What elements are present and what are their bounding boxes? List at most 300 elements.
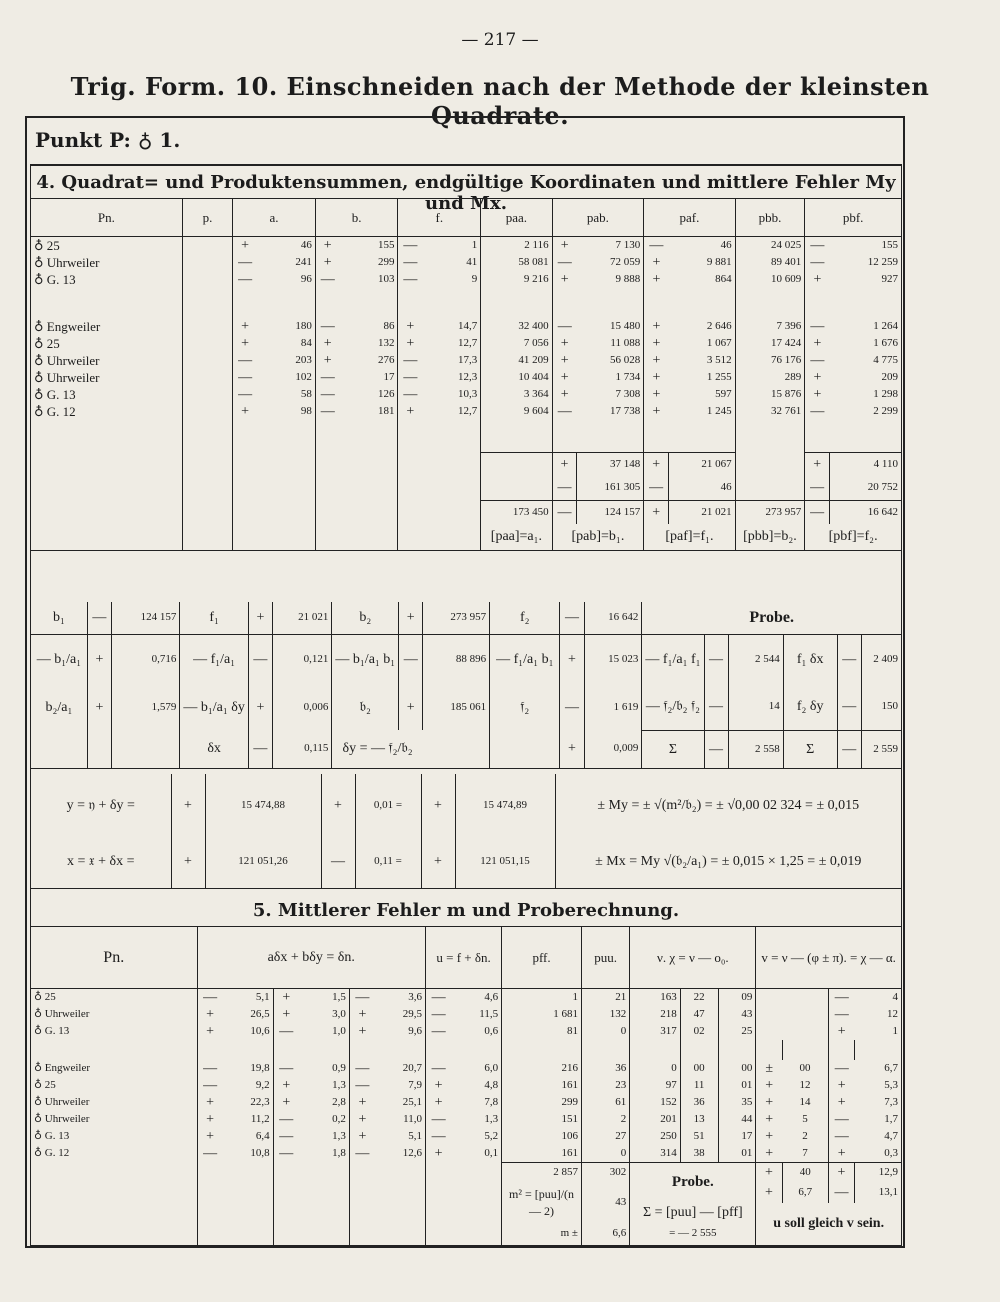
b1-value: 124 157	[111, 602, 179, 634]
label-paa: [paa]=a₁.	[481, 524, 552, 550]
my-formula: ± My = ± √(m²/𝔟₂) = ± √0,00 02 324 = ± 0,015	[597, 797, 860, 813]
subtotal-pbf-sign: —	[805, 476, 830, 500]
u-sign: —	[431, 1007, 446, 1022]
subtotal-paf-sign: —	[644, 476, 669, 500]
header-paa: paa.	[481, 199, 552, 237]
p1b-sign: —	[837, 634, 861, 684]
f-sign: +	[406, 319, 415, 334]
pab-value: 56 028	[577, 352, 644, 369]
v-sign: +	[837, 1095, 846, 1110]
v-sign: +	[837, 1078, 846, 1093]
f-value: 1	[422, 237, 480, 255]
dy-term-sign: —	[279, 1024, 294, 1039]
dx-term: 22,3	[223, 1094, 273, 1111]
pbf-sign: —	[810, 238, 825, 253]
m2-label: m² = [puu]/(n — 2)	[502, 1183, 582, 1223]
v-angle: 7	[782, 1145, 828, 1163]
table-row	[31, 1111, 901, 1128]
chi-degrees: 218	[630, 1006, 680, 1023]
paa-value: 41 209	[481, 352, 552, 369]
p2b-sign: —	[837, 684, 861, 730]
y-result: 15 474,89	[455, 774, 555, 836]
pbf-value: 927	[881, 273, 898, 285]
puu-value: 36	[581, 1060, 629, 1077]
table-row	[31, 335, 901, 352]
a-value: 96	[257, 271, 315, 288]
x-result: 121 051,15	[455, 836, 555, 888]
pbb-value: 24 025	[735, 237, 805, 255]
v-angle-sign: +	[765, 1095, 774, 1110]
table-row	[31, 1023, 901, 1040]
table-row	[31, 254, 901, 271]
chi-degrees: 97	[630, 1077, 680, 1094]
v-value: 12	[887, 1008, 898, 1020]
a-sign: —	[238, 370, 253, 385]
table-row	[31, 1077, 901, 1094]
puu-value: 23	[581, 1077, 629, 1094]
p1b-label: f₁ δx	[796, 651, 824, 667]
pab-sign: +	[560, 353, 569, 368]
subtotal-pab: 37 148	[577, 452, 644, 476]
station-name: ♁ Engweiler	[31, 318, 182, 335]
v-angle-sign	[756, 989, 782, 1007]
dy-term-sign: —	[279, 1129, 294, 1144]
a-sign: —	[238, 353, 253, 368]
pbb-value: 7 396	[735, 318, 805, 335]
pab-value: 9 888	[577, 271, 644, 288]
f-value: 12,3	[422, 369, 480, 386]
header-pbb: pbb.	[735, 199, 805, 237]
dy-term-sign: +	[282, 1007, 291, 1022]
dx-value: 0,115	[272, 730, 331, 768]
f-sign: —	[403, 370, 418, 385]
s5-total-v1: 40	[782, 1163, 828, 1183]
s5-header-eq: aδx + bδy = δn.	[197, 927, 425, 989]
f-sign: —	[403, 272, 418, 287]
paf-sign: —	[649, 238, 664, 253]
dn-value: 7,9	[375, 1077, 425, 1094]
s5-probe-eq: Σ = [puu] — [pff]	[630, 1203, 756, 1223]
r2b-sign: +	[248, 684, 272, 730]
punkt-label: Punkt P: ♁ 1.	[35, 128, 181, 152]
paf-value: 864	[669, 271, 736, 288]
paf-sign: +	[652, 370, 661, 385]
paf-value: 1 067	[669, 335, 736, 352]
a-value: 102	[257, 369, 315, 386]
f1-value: 21 021	[272, 602, 331, 634]
a-value: 180	[257, 318, 315, 335]
pab-sign: —	[557, 319, 572, 334]
r2c-value: 185 061	[423, 684, 490, 730]
table-row	[31, 1094, 901, 1111]
paa-value: 9 216	[481, 271, 552, 288]
sum-label: Σ	[642, 730, 704, 768]
station-name: ♁ 25	[31, 989, 197, 1007]
label-pab: [pab]=b₁.	[552, 524, 644, 550]
subtotal-row	[31, 476, 901, 500]
u-value: 1,3	[451, 1111, 501, 1128]
dx-term-sign: +	[206, 1024, 215, 1039]
station-name: ♁ 25	[31, 335, 182, 352]
f2-label: f₂	[490, 602, 560, 634]
v-angle	[782, 1006, 828, 1023]
paf-value: 1 245	[669, 403, 736, 420]
b-value: 126	[340, 386, 398, 403]
r1-value: 0,716	[111, 634, 179, 684]
dn-value: 9,6	[375, 1023, 425, 1040]
pff-value: 161	[502, 1077, 582, 1094]
total-pbf: 16 642	[830, 500, 901, 524]
r2d-sign: —	[560, 684, 584, 730]
f2-value: 16 642	[584, 602, 642, 634]
table-row	[31, 989, 901, 1007]
paf-sign: +	[652, 404, 661, 419]
v-value: 7,3	[884, 1096, 898, 1108]
b-value: 299	[340, 254, 398, 271]
b-value: 276	[340, 352, 398, 369]
u-sign: —	[431, 1061, 446, 1076]
dx-term: 6,4	[223, 1128, 273, 1145]
dy-sign: +	[560, 730, 584, 768]
b2-label: b₂	[332, 602, 399, 634]
b-sign: +	[323, 255, 332, 270]
pbf-value: 1 676	[873, 337, 898, 349]
u-value: 11,5	[451, 1006, 501, 1023]
paf-value: 9 881	[669, 254, 736, 271]
pff-value: 1 681	[502, 1006, 582, 1023]
dy-term: 1,0	[299, 1023, 349, 1040]
s5-total-vs1: +	[756, 1163, 782, 1183]
u-sign: +	[434, 1078, 443, 1093]
paf-value: 46	[669, 237, 736, 255]
r1d-label: — f₁/a₁ b₁	[496, 651, 554, 667]
p2-value: 14	[728, 684, 783, 730]
pbf-sign: +	[813, 370, 822, 385]
pbf-value: 2 299	[873, 405, 898, 417]
a-value: 84	[257, 335, 315, 352]
r2c-sign: +	[399, 684, 423, 730]
subtotal-pbf-sign: +	[805, 452, 830, 476]
chi-minutes: 51	[680, 1128, 718, 1145]
dx-term: 10,6	[223, 1023, 273, 1040]
s5-row2-vs2: —	[828, 1183, 854, 1203]
f1-sign: +	[248, 602, 272, 634]
dy-term: 3,0	[299, 1006, 349, 1023]
f-sign: +	[406, 336, 415, 351]
dy-term-sign: —	[279, 1112, 294, 1127]
pbb-value: 89 401	[735, 254, 805, 271]
chi-seconds: 01	[718, 1145, 756, 1163]
pbf-sign: —	[810, 404, 825, 419]
dy-term: 1,3	[299, 1077, 349, 1094]
s5-total-vs2: +	[828, 1163, 854, 1183]
f-value: 9	[422, 271, 480, 288]
f-value: 10,3	[422, 386, 480, 403]
v-angle-sign	[756, 1023, 782, 1040]
b-value: 155	[340, 237, 398, 255]
s5-header-puu: puu.	[581, 927, 629, 989]
x-result-sign: +	[421, 836, 455, 888]
u-sign: —	[431, 990, 446, 1005]
table-row	[31, 386, 901, 403]
chi-minutes: 00	[680, 1060, 718, 1077]
b-sign: —	[320, 319, 335, 334]
station-name: ♁ Uhrweiler	[31, 1094, 197, 1111]
u-value: 7,8	[451, 1094, 501, 1111]
pbf-sign: —	[810, 319, 825, 334]
f-value: 17,3	[422, 352, 480, 369]
b1-label: b₁	[31, 602, 87, 634]
section4-title: 4. Quadrat= und Produktensummen, endgültige Koordinaten und mittlere Fehler My und Mx.	[36, 172, 896, 214]
puu-value: 61	[581, 1094, 629, 1111]
pbb-value: 289	[735, 369, 805, 386]
y-delta: 0,01 =	[373, 798, 403, 811]
dn-sign: +	[358, 1007, 367, 1022]
pff-value: 106	[502, 1128, 582, 1145]
v-value: 5,3	[884, 1079, 898, 1091]
table-row	[31, 403, 901, 420]
pbf-value: 1 298	[873, 388, 898, 400]
v-value: 1,7	[884, 1113, 898, 1125]
paa-value: 2 116	[481, 237, 552, 255]
r1c-sign: —	[399, 634, 423, 684]
s5-header-v: v = ν — (φ ± π). = χ — α.	[756, 927, 901, 989]
puu-value: 27	[581, 1128, 629, 1145]
station-name: ♁ Uhrweiler	[31, 1111, 197, 1128]
section4-header-row	[31, 199, 901, 237]
b-value: 17	[340, 369, 398, 386]
v-angle	[782, 989, 828, 1007]
f-sign: —	[403, 255, 418, 270]
v-angle-sign: +	[765, 1129, 774, 1144]
dx-term-sign: +	[206, 1129, 215, 1144]
v-angle: 5	[782, 1111, 828, 1128]
table-row	[31, 271, 901, 288]
pbf-value: 155	[881, 239, 898, 251]
station-name: ♁ G. 12	[31, 403, 182, 420]
f-value: 41	[422, 254, 480, 271]
subtotal-row	[31, 452, 901, 476]
station-name: ♁ Uhrweiler	[31, 352, 182, 369]
b-value: 103	[340, 271, 398, 288]
v-angle: 12	[782, 1077, 828, 1094]
b-sign: —	[320, 370, 335, 385]
subtotal-paf: 46	[669, 476, 736, 500]
pbf-value: 1 264	[873, 320, 898, 332]
header-f: f.	[398, 199, 481, 237]
station-name: ♁ Uhrweiler	[31, 254, 182, 271]
chi-minutes: 38	[680, 1145, 718, 1163]
subtotal-paf-sign: +	[644, 452, 669, 476]
station-name: ♁ 25	[31, 237, 182, 255]
dx-term: 10,8	[223, 1145, 273, 1163]
subtotal-pab-sign: +	[552, 452, 577, 476]
dn-sign: —	[355, 1078, 370, 1093]
v-angle-sign: +	[765, 1146, 774, 1161]
dx-term: 9,2	[223, 1077, 273, 1094]
pff-value: 299	[502, 1094, 582, 1111]
subtotal-paf: 21 067	[669, 452, 736, 476]
x-label: x = 𝔵 + δx =	[31, 836, 171, 888]
total-pab-sign: —	[552, 500, 577, 524]
s5-header-pff: pff.	[502, 927, 582, 989]
a-sign: +	[241, 319, 250, 334]
s5-total-v2: 12,9	[855, 1163, 901, 1183]
header-p: p.	[182, 199, 232, 237]
pbb-value: 17 424	[735, 335, 805, 352]
station-name: ♁ G. 13	[31, 271, 182, 288]
v-angle-sign: ±	[765, 1061, 774, 1076]
label-paf: [paf]=f₁.	[644, 524, 735, 550]
chi-seconds: 09	[718, 989, 756, 1007]
b2-value: 273 957	[423, 602, 490, 634]
v-value: 4,7	[884, 1130, 898, 1142]
chi-minutes: 47	[680, 1006, 718, 1023]
sum2-label: Σ	[783, 730, 837, 768]
puu-value: 21	[581, 989, 629, 1007]
pab-value: 17 738	[577, 403, 644, 420]
table-row	[31, 1060, 901, 1077]
pbf-sign: +	[813, 336, 822, 351]
paa-value: 3 364	[481, 386, 552, 403]
pab-sign: +	[560, 272, 569, 287]
v-sign: —	[834, 1129, 849, 1144]
dy-term: 0,9	[299, 1060, 349, 1077]
v-angle: 00	[782, 1060, 828, 1077]
paf-sign: +	[652, 336, 661, 351]
s5-row2-vs1: +	[756, 1183, 782, 1203]
table-row	[31, 237, 901, 255]
pab-value: 72 059	[577, 254, 644, 271]
f-sign: —	[403, 353, 418, 368]
page-title: Trig. Form. 10. Einschneiden nach der Methode der kleinsten Quadrate.	[70, 72, 930, 130]
paf-sign: +	[652, 353, 661, 368]
paa-value: 32 400	[481, 318, 552, 335]
chi-seconds: 01	[718, 1077, 756, 1094]
dx-term-sign: —	[203, 1061, 218, 1076]
total-paa: 173 450	[481, 500, 552, 524]
b-sign: +	[323, 353, 332, 368]
b-sign: —	[320, 272, 335, 287]
subtotal-pbf: 4 110	[830, 452, 901, 476]
p2-sign: —	[704, 684, 728, 730]
u-value: 4,8	[451, 1077, 501, 1094]
chi-seconds: 17	[718, 1128, 756, 1145]
dn-value: 11,0	[375, 1111, 425, 1128]
dy-label: δy = — 𝔣₂/𝔟₂	[332, 730, 423, 768]
pab-value: 7 130	[577, 237, 644, 255]
u-value: 0,6	[451, 1023, 501, 1040]
v-value: 6,7	[884, 1062, 898, 1074]
u-sign: —	[431, 1129, 446, 1144]
coords-table	[31, 774, 901, 889]
f2-sign: —	[560, 602, 584, 634]
x-approx: 121 051,26	[205, 836, 321, 888]
pab-sign: —	[557, 255, 572, 270]
r1b-sign: —	[248, 634, 272, 684]
pab-sign: —	[557, 404, 572, 419]
sum-value: 2 558	[728, 730, 783, 768]
s5-probe-title: Probe.	[630, 1163, 756, 1203]
dn-sign: —	[355, 990, 370, 1005]
chi-seconds: 35	[718, 1094, 756, 1111]
r1c-label: — b₁/a₁ b₁	[335, 651, 396, 667]
dx-term-sign: —	[203, 1146, 218, 1162]
b-sign: —	[320, 404, 335, 419]
m2-value: 43	[581, 1183, 629, 1223]
station-name: ♁ Engweiler	[31, 1060, 197, 1077]
u-value: 4,6	[451, 989, 501, 1007]
section4-table	[31, 198, 901, 551]
pbb-value: 10 609	[735, 271, 805, 288]
dy-term: 2,8	[299, 1094, 349, 1111]
y-label: y = 𝔶 + δy =	[66, 797, 135, 813]
dn-value: 20,7	[375, 1060, 425, 1077]
x-d-sign: —	[321, 836, 355, 888]
chi-degrees: 163	[630, 989, 680, 1007]
v-sign: —	[834, 990, 849, 1005]
header-paf: paf.	[644, 199, 735, 237]
r2-value: 1,579	[111, 684, 179, 730]
dn-sign: +	[358, 1112, 367, 1127]
u-value: 5,2	[451, 1128, 501, 1145]
dn-sign: +	[358, 1129, 367, 1144]
paa-value: 7 056	[481, 335, 552, 352]
dy-value: 0,009	[584, 730, 642, 768]
v-angle-sign: +	[765, 1078, 774, 1093]
chi-minutes: 13	[680, 1111, 718, 1128]
sum2-sign: —	[837, 730, 861, 768]
pbf-value: 4 775	[873, 354, 898, 366]
pab-value: 7 308	[577, 386, 644, 403]
dx-term: 5,1	[223, 989, 273, 1007]
a-sign: +	[241, 336, 250, 351]
solve-table	[31, 602, 901, 769]
a-sign: —	[238, 387, 253, 402]
dy-term-sign: +	[282, 990, 291, 1005]
table-row	[31, 1006, 901, 1023]
pff-value: 81	[502, 1023, 582, 1040]
chi-minutes: 11	[680, 1077, 718, 1094]
dn-sign: —	[355, 1061, 370, 1076]
r2b-value: 0,006	[272, 684, 331, 730]
u-value: 0,1	[451, 1145, 501, 1163]
v-angle	[782, 1023, 828, 1040]
y-result-sign: +	[421, 774, 455, 836]
r2b-label: — b₁/a₁ δy	[183, 699, 245, 715]
station-name: ♁ Uhrweiler	[31, 1006, 197, 1023]
dy-term: 1,8	[299, 1145, 349, 1163]
table-row	[31, 1128, 901, 1145]
v-sign: —	[834, 1112, 849, 1127]
table-row	[31, 1145, 901, 1163]
f-value: 14,7	[422, 318, 480, 335]
chi-seconds: 25	[718, 1023, 756, 1040]
y-d-sign: +	[321, 774, 355, 836]
chi-seconds: 44	[718, 1111, 756, 1128]
puu-value: 0	[581, 1023, 629, 1040]
pbf-sign: —	[810, 353, 825, 368]
puu-value: 132	[581, 1006, 629, 1023]
s5-header-pn: Pn.	[31, 927, 197, 989]
paa-value: 10 404	[481, 369, 552, 386]
station-name: ♁ G. 13	[31, 1128, 197, 1145]
pbb-value: 76 176	[735, 352, 805, 369]
r2-sign: +	[87, 684, 111, 730]
a-sign: —	[238, 255, 253, 270]
header-pn: Pn.	[31, 199, 182, 237]
b-sign: +	[323, 238, 332, 253]
